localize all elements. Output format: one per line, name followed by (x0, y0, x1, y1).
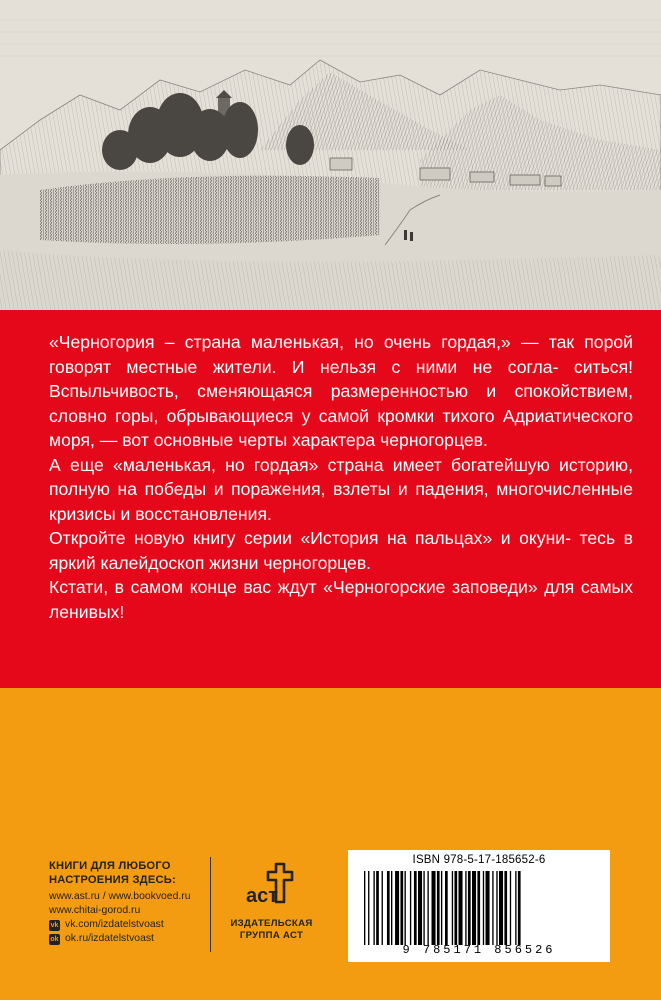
promo-link: www.ast.ru / www.bookvoed.ru (49, 891, 191, 902)
barcode-bar (423, 871, 424, 945)
barcode-bar (510, 871, 511, 945)
promo-title: НАСТРОЕНИЯ ЗДЕСЬ: (49, 874, 176, 886)
barcode-bar (454, 871, 457, 945)
barcode-bar (515, 871, 516, 945)
blurb-paragraph: Кстати, в самом конце вас ждут «Черногорские заповеди» для самых ленивых! (49, 577, 633, 622)
barcode-bar (418, 871, 422, 945)
promo-block (49, 859, 219, 946)
barcode-bar (432, 871, 436, 945)
barcode-bar (441, 871, 442, 945)
blurb-text (49, 330, 633, 624)
barcode-bar (486, 871, 490, 945)
publisher-block (224, 858, 319, 942)
blurb-paragraph: А еще «маленькая, но гордая» страна имеет богатейшую историю, полную на победы и поражения, взлеты и падения, многочисленные кризисы и восстановления. (49, 454, 633, 524)
barcode-bar (452, 871, 453, 945)
divider-line (210, 857, 211, 952)
blurb-paragraph: Откройте новую книгу серии «История на пальцах» и окуни- тесь в яркий калейдоскоп жизни черногорцев. (49, 528, 633, 573)
publisher-name: ГРУППА АСТ (239, 930, 304, 941)
blurb-section (0, 310, 661, 688)
barcode-bar (376, 871, 379, 945)
isbn-text: ISBN 978-5-17-185652-6 (412, 854, 546, 866)
barcode-bar (492, 871, 493, 945)
barcode-bar (477, 871, 480, 945)
ok-icon: ok (50, 935, 59, 943)
vk-icon: vk (50, 921, 59, 929)
barcode-bar (368, 871, 369, 945)
barcode-bar (445, 871, 448, 945)
ok-link: ok.ru/izdatelstvoast (65, 933, 154, 944)
barcode-bar (518, 871, 521, 945)
barcode-bar (496, 871, 497, 945)
barcode-bar (427, 871, 428, 945)
barcode-bar (499, 871, 503, 945)
promo-link: www.chitai-gorod.ru (49, 905, 141, 916)
barcode-bar (504, 871, 507, 945)
barcode-box (348, 850, 610, 962)
vk-link: vk.com/izdatelstvoast (65, 919, 164, 930)
engraving-landscape-icon (0, 0, 661, 310)
barcode-bar (364, 871, 365, 945)
ast-logo-icon (242, 858, 302, 918)
barcode-bar (437, 871, 440, 945)
barcode-bar (387, 871, 390, 945)
barcode-bar (373, 871, 374, 945)
barcode-bar (414, 871, 417, 945)
barcode-bar (468, 871, 471, 945)
publisher-name: ИЗДАТЕЛЬСКАЯ (230, 918, 313, 929)
ok-row (49, 932, 219, 946)
barcode-bar (459, 871, 463, 945)
barcode-bar (391, 871, 392, 945)
barcode-icon (358, 871, 600, 945)
vk-row (49, 918, 219, 932)
barcode-bar (472, 871, 476, 945)
barcode-bar (400, 871, 403, 945)
blurb-paragraph: «Черногория – страна маленькая, но очень гордая,» — так порой говорят местные жители. И нельзя с ними не согла- ситься! Вспыльчивость, сменяющаяся размеренностью и спокойствием, словно горы, обрывающиеся у самой кромки тихого Адриатического моря, — вот основные черты характера черногорцев. (49, 332, 633, 450)
barcode-bar (483, 871, 484, 945)
ast-logo-text: аст (245, 885, 278, 907)
barcode-digits: 9 785171 856526 (402, 943, 556, 957)
barcode-bar (465, 871, 466, 945)
barcode-bar (395, 871, 399, 945)
barcode-bar (382, 871, 383, 945)
promo-title: КНИГИ ДЛЯ ЛЮБОГО (49, 860, 171, 872)
barcode-bar (405, 871, 406, 945)
landscape-illustration (0, 0, 661, 310)
barcode-bar (410, 871, 411, 945)
